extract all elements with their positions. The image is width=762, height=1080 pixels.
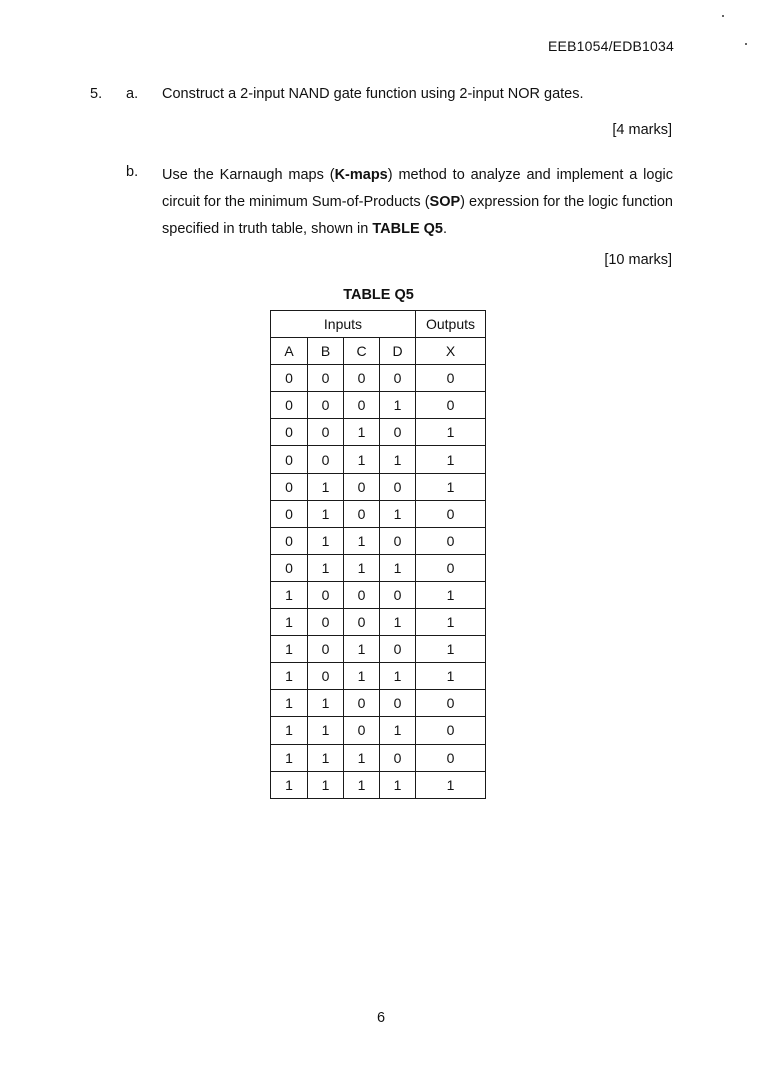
cell-b: 0 xyxy=(308,609,344,636)
cell-x: 0 xyxy=(416,365,486,392)
cell-c: 0 xyxy=(344,473,380,500)
cell-b: 0 xyxy=(308,446,344,473)
cell-c: 1 xyxy=(344,663,380,690)
outputs-group-header: Outputs xyxy=(416,311,486,338)
page-number: 6 xyxy=(376,1010,386,1026)
cell-d: 0 xyxy=(380,419,416,446)
cell-x: 1 xyxy=(416,419,486,446)
cell-c: 1 xyxy=(344,527,380,554)
inputs-group-header: Inputs xyxy=(271,311,416,338)
cell-a: 1 xyxy=(271,690,308,717)
cell-d: 1 xyxy=(380,554,416,581)
cell-d: 0 xyxy=(380,690,416,717)
cell-a: 0 xyxy=(271,500,308,527)
cell-x: 1 xyxy=(416,446,486,473)
cell-b: 0 xyxy=(308,365,344,392)
cell-x: 0 xyxy=(416,744,486,771)
cell-d: 1 xyxy=(380,771,416,798)
scan-speck xyxy=(722,15,724,17)
column-header-x: X xyxy=(416,338,486,365)
cell-b: 0 xyxy=(308,581,344,608)
table-row xyxy=(271,690,486,717)
table-column-header-row xyxy=(271,338,486,365)
part-b-text-seg4: . xyxy=(443,221,448,237)
cell-d: 1 xyxy=(380,717,416,744)
cell-d: 1 xyxy=(380,392,416,419)
cell-d: 0 xyxy=(380,744,416,771)
table-row xyxy=(271,473,486,500)
cell-x: 0 xyxy=(416,527,486,554)
part-b-marks: [10 marks] xyxy=(604,252,672,268)
table-row xyxy=(271,392,486,419)
cell-b: 1 xyxy=(308,473,344,500)
column-header-b: B xyxy=(308,338,344,365)
cell-b: 0 xyxy=(308,392,344,419)
cell-b: 0 xyxy=(308,663,344,690)
table-row xyxy=(271,419,486,446)
cell-x: 1 xyxy=(416,636,486,663)
cell-a: 0 xyxy=(271,554,308,581)
cell-x: 0 xyxy=(416,690,486,717)
cell-x: 0 xyxy=(416,392,486,419)
cell-c: 1 xyxy=(344,554,380,581)
cell-a: 0 xyxy=(271,365,308,392)
cell-x: 0 xyxy=(416,554,486,581)
cell-c: 0 xyxy=(344,690,380,717)
cell-x: 0 xyxy=(416,500,486,527)
cell-a: 1 xyxy=(271,581,308,608)
table-row xyxy=(271,554,486,581)
column-header-d: D xyxy=(380,338,416,365)
cell-b: 0 xyxy=(308,419,344,446)
table-row xyxy=(271,636,486,663)
cell-c: 0 xyxy=(344,392,380,419)
cell-b: 1 xyxy=(308,527,344,554)
cell-c: 1 xyxy=(344,419,380,446)
cell-x: 1 xyxy=(416,663,486,690)
cell-d: 0 xyxy=(380,581,416,608)
part-a-text: Construct a 2-input NAND gate function using 2-input NOR gates. xyxy=(162,86,584,102)
table-row xyxy=(271,446,486,473)
part-b-bold-sop: SOP xyxy=(429,194,461,210)
cell-a: 0 xyxy=(271,527,308,554)
cell-d: 0 xyxy=(380,636,416,663)
course-code-header: EEB1054/EDB1034 xyxy=(548,38,674,54)
part-b-bold-table-ref: TABLE Q5 xyxy=(372,221,443,237)
table-row xyxy=(271,365,486,392)
cell-x: 1 xyxy=(416,473,486,500)
cell-c: 0 xyxy=(344,581,380,608)
column-header-c: C xyxy=(344,338,380,365)
table-row xyxy=(271,527,486,554)
cell-b: 1 xyxy=(308,690,344,717)
truth-table xyxy=(270,310,486,799)
cell-a: 1 xyxy=(271,663,308,690)
cell-b: 1 xyxy=(308,717,344,744)
cell-x: 0 xyxy=(416,717,486,744)
table-row xyxy=(271,744,486,771)
part-b-label: b. xyxy=(126,164,139,180)
cell-d: 0 xyxy=(380,365,416,392)
table-row xyxy=(271,581,486,608)
cell-a: 1 xyxy=(271,744,308,771)
part-a-marks: [4 marks] xyxy=(612,122,672,138)
cell-x: 1 xyxy=(416,581,486,608)
cell-a: 1 xyxy=(271,609,308,636)
cell-c: 0 xyxy=(344,365,380,392)
cell-x: 1 xyxy=(416,609,486,636)
table-row xyxy=(271,663,486,690)
cell-c: 1 xyxy=(344,744,380,771)
part-b-text-seg1: Use the Karnaugh maps ( xyxy=(162,167,335,183)
scan-speck xyxy=(745,43,747,45)
cell-a: 0 xyxy=(271,392,308,419)
cell-c: 1 xyxy=(344,771,380,798)
cell-b: 1 xyxy=(308,500,344,527)
table-group-header-row xyxy=(271,311,486,338)
cell-d: 1 xyxy=(380,609,416,636)
cell-b: 1 xyxy=(308,771,344,798)
cell-a: 1 xyxy=(271,636,308,663)
cell-c: 1 xyxy=(344,446,380,473)
table-row xyxy=(271,717,486,744)
part-a-label: a. xyxy=(126,86,139,102)
table-row xyxy=(271,771,486,798)
cell-c: 0 xyxy=(344,500,380,527)
cell-x: 1 xyxy=(416,771,486,798)
cell-a: 0 xyxy=(271,446,308,473)
cell-c: 0 xyxy=(344,717,380,744)
part-b-text-seg3: ) expression for the logic function specified in truth table, shown in xyxy=(162,194,673,237)
cell-b: 0 xyxy=(308,636,344,663)
table-row xyxy=(271,609,486,636)
part-b-text xyxy=(162,162,673,243)
cell-a: 1 xyxy=(271,717,308,744)
cell-a: 0 xyxy=(271,473,308,500)
cell-d: 1 xyxy=(380,663,416,690)
part-b-text-seg2: ) method to analyze and implement a logic circuit for the minimum Sum-of-Products ( xyxy=(162,167,673,210)
table-title: TABLE Q5 xyxy=(343,287,414,303)
part-b-bold-kmaps: K-maps xyxy=(334,167,388,183)
column-header-a: A xyxy=(271,338,308,365)
cell-c: 1 xyxy=(344,636,380,663)
cell-d: 1 xyxy=(380,446,416,473)
cell-a: 0 xyxy=(271,419,308,446)
cell-d: 1 xyxy=(380,500,416,527)
cell-b: 1 xyxy=(308,744,344,771)
cell-c: 0 xyxy=(344,609,380,636)
cell-b: 1 xyxy=(308,554,344,581)
table-row xyxy=(271,500,486,527)
question-number: 5. xyxy=(90,86,103,102)
cell-a: 1 xyxy=(271,771,308,798)
cell-d: 0 xyxy=(380,473,416,500)
cell-d: 0 xyxy=(380,527,416,554)
